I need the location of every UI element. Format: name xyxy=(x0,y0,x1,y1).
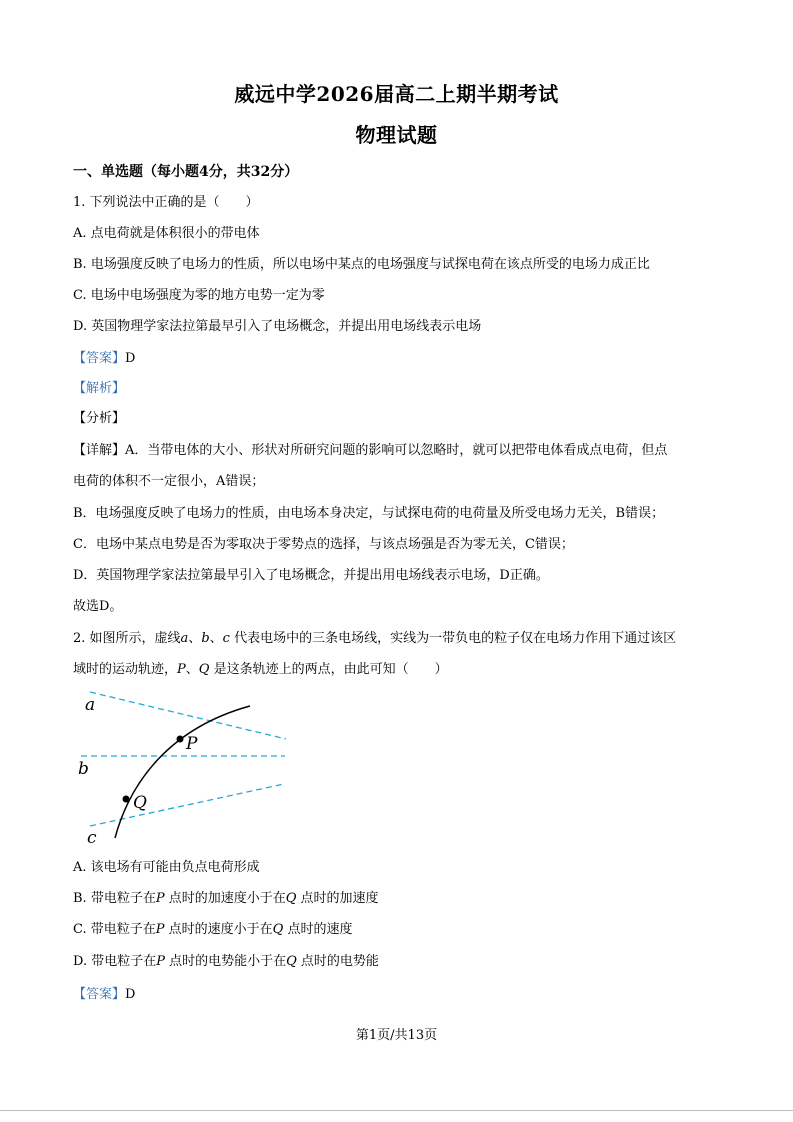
page-footer: 第1页/共13页 xyxy=(355,1028,438,1043)
q1-detail-line: 电荷的体积不一定很小，A错误； xyxy=(73,474,265,489)
page-bottom-rule xyxy=(0,1110,793,1111)
label-p: P xyxy=(186,734,198,754)
var-q: Q xyxy=(198,662,210,677)
label-a: a xyxy=(85,695,96,715)
detail-text: A．当带电体的大小、形状对所研究问题的影响可以忽略时，就可以把带电体看成点电荷，但点 xyxy=(125,443,668,458)
exam-subtitle: 物理试题 xyxy=(355,123,438,147)
option-text: D. 带电粒子在 xyxy=(73,954,157,969)
label-c: c xyxy=(87,828,97,848)
point-q-dot xyxy=(123,796,130,803)
q1-option-d: D. 英国物理学家法拉第最早引入了电场概念，并提出用电场线表示电场 xyxy=(73,319,482,334)
answer-value: D xyxy=(125,351,136,366)
var-p: P xyxy=(177,662,186,677)
q2-answer xyxy=(73,986,733,1004)
option-text: B. 带电粒子在 xyxy=(73,891,156,906)
answer-label: 【答案】 xyxy=(73,987,126,1002)
exam-title: 威远中学2026届高二上期半期考试 xyxy=(234,82,559,106)
var-p: P xyxy=(155,891,165,906)
option-text: A. 该电场有可能由负点电荷形成 xyxy=(73,860,260,875)
var-q: Q xyxy=(272,922,284,937)
q1-option-c: C. 电场中电场强度为零的地方电势一定为零 xyxy=(73,288,325,303)
stem-sep: 、 xyxy=(188,631,202,646)
stem-text: 是这条轨迹上的两点，由此可知（ ） xyxy=(209,662,448,677)
q1-detail-line: C．电场中某点电势是否为零取决于零势点的选择，与该点场强是否为零无关，C错误； xyxy=(73,537,574,552)
stem-text: 域时的运动轨迹， xyxy=(73,662,178,677)
var-a: a xyxy=(180,631,189,646)
q1-detail-line xyxy=(73,442,733,460)
answer-label: 【答案】 xyxy=(73,351,126,366)
section-heading: 一、单选题（每小题4分，共32分） xyxy=(73,164,299,180)
option-text: 点时的速度 xyxy=(283,922,353,937)
q2-stem-line1 xyxy=(73,630,733,648)
option-text: 点时的加速度小于在 xyxy=(164,891,286,906)
var-p: P xyxy=(155,922,165,937)
var-b: b xyxy=(201,631,210,646)
stem-sep: 、 xyxy=(209,631,223,646)
q1-option-a: A. 点电荷就是体积很小的带电体 xyxy=(73,226,260,241)
stem-text: 代表电场中的三条电场线，实线为一带负电的粒子仅在电场力作用下通过该区 xyxy=(229,631,677,646)
q1-fenxi-label: 【分析】 xyxy=(73,411,126,426)
option-text: 点时的加速度 xyxy=(296,891,379,906)
q2-option-a xyxy=(73,859,733,877)
field-line-c xyxy=(90,784,284,826)
q2-stem-line2 xyxy=(73,661,733,679)
stem-text: 2. 如图所示，虚线 xyxy=(73,631,181,646)
point-p-dot xyxy=(177,736,184,743)
var-q: Q xyxy=(286,954,297,969)
q1-stem: 1. 下列说法中正确的是（ ） xyxy=(73,195,259,210)
q1-detail-line: B．电场强度反映了电场力的性质，由电场本身决定，与试探电荷的电荷量及所受电场力无关，B错误； xyxy=(73,506,665,521)
option-text: C. 带电粒子在 xyxy=(73,922,156,937)
q1-detail-line: D．英国物理学家法拉第最早引入了电场概念，并提出用电场线表示电场，D正确。 xyxy=(73,568,549,583)
stem-sep: 、 xyxy=(185,662,199,677)
option-text: 点时的电势能 xyxy=(296,954,379,969)
q1-analysis-label: 【解析】 xyxy=(73,381,126,396)
q2-option-d xyxy=(73,953,733,971)
label-q: Q xyxy=(133,793,147,813)
option-text: 点时的速度小于在 xyxy=(164,922,273,937)
label-b: b xyxy=(78,759,89,779)
field-lines-figure xyxy=(78,686,298,851)
field-line-a xyxy=(90,692,286,739)
var-p: P xyxy=(156,954,165,969)
q2-option-c xyxy=(73,921,733,939)
var-q: Q xyxy=(285,891,297,906)
q2-option-b xyxy=(73,890,733,908)
detail-label: 【详解】 xyxy=(73,443,126,458)
q1-answer xyxy=(73,350,733,368)
option-text: 点时的电势能小于在 xyxy=(164,954,287,969)
var-c: c xyxy=(222,631,230,646)
q1-option-b: B. 电场强度反映了电场力的性质，所以电场中某点的电场强度与试探电荷在该点所受的电场力成正比 xyxy=(73,257,650,272)
answer-value: D xyxy=(125,987,136,1002)
q1-conclusion: 故选D。 xyxy=(73,599,123,614)
